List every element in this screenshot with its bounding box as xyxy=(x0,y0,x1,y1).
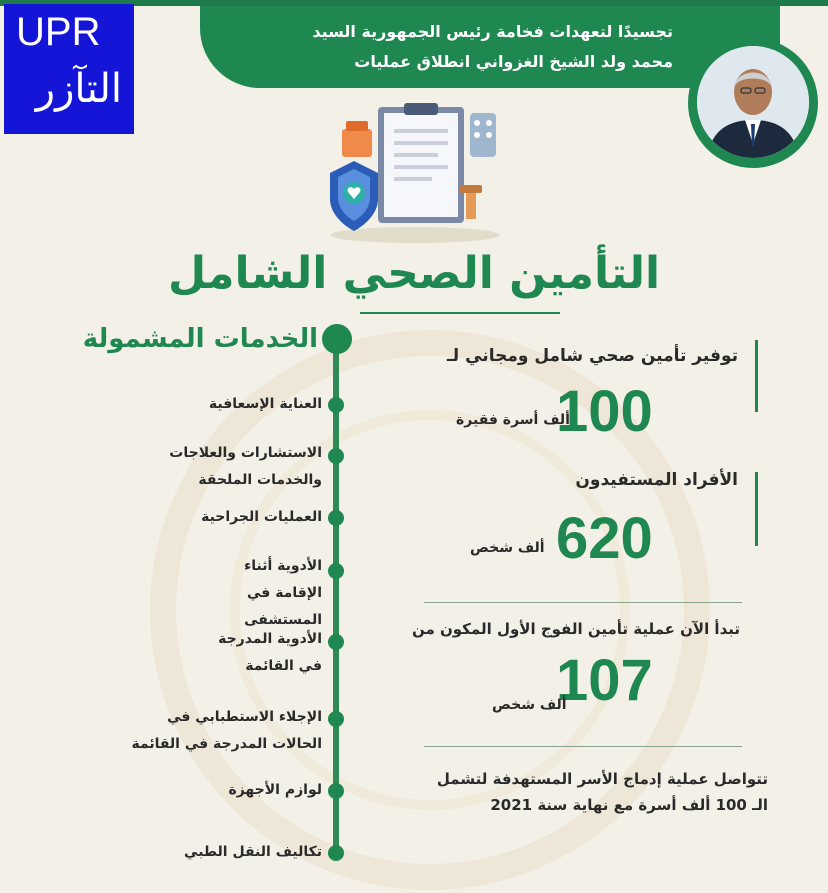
stat-1-unit: ألف أسرة فقيرة xyxy=(456,412,570,428)
service-item-listed-medicine: الأدوية المدرجة في القائمة xyxy=(218,631,322,674)
timeline-dot xyxy=(328,711,344,727)
footer-note-line-2: الـ 100 ألف أسرة مع نهاية سنة 2021 xyxy=(490,796,768,814)
page-title: التأمين الصحي الشامل xyxy=(167,248,661,299)
service-item-inpatient-medicine: الأدوية أثناء الإقامة في المستشفى xyxy=(244,558,322,628)
services-timeline xyxy=(333,338,339,858)
stat-2-label: الأفراد المستفيدون xyxy=(575,470,738,490)
medical-document-icon xyxy=(320,95,510,245)
portrait-photo xyxy=(697,46,809,158)
stat-1-label: توفير تأمين صحي شامل ومجاني لـ xyxy=(447,346,738,366)
stat-3-unit: ألف شخص xyxy=(492,697,567,713)
timeline-head-dot xyxy=(322,324,352,354)
stat-3-value: 107 xyxy=(556,648,653,713)
stat-1-value: 100 xyxy=(556,379,653,444)
title-underline xyxy=(360,312,560,314)
timeline-dot xyxy=(328,845,344,861)
timeline-dot xyxy=(328,563,344,579)
timeline-dot xyxy=(328,448,344,464)
person-portrait-icon xyxy=(697,46,809,158)
badge-city: التآزر xyxy=(35,66,122,112)
service-item-device-supplies: لوازم الأجهزة xyxy=(228,782,322,798)
timeline-dot xyxy=(328,634,344,650)
timeline-dot xyxy=(328,510,344,526)
header-line-1: تجسيدًا لتعهدات فخامة رئيس الجمهورية السيد xyxy=(312,22,673,41)
stat-3-label: تبدأ الآن عملية تأمين الفوج الأول المكون من xyxy=(411,620,740,638)
service-item-surgery: العمليات الجراحية xyxy=(201,509,322,525)
stat-accent-bar xyxy=(755,340,758,412)
stat-2-value: 620 xyxy=(556,506,653,571)
header-line-2: محمد ولد الشيخ الغزواني انطلاق عمليات xyxy=(354,52,673,71)
footer-note-line-1: تتواصل عملية إدماج الأسر المستهدفة لتشمل xyxy=(436,770,768,788)
service-item-medical-transport: تكاليف النقل الطبي xyxy=(184,844,322,860)
upr-badge xyxy=(4,4,134,134)
timeline-dot xyxy=(328,397,344,413)
divider xyxy=(424,746,742,747)
stat-2-unit: ألف شخص xyxy=(470,540,545,556)
stat-accent-bar xyxy=(755,472,758,546)
badge-brand: UPR xyxy=(16,10,101,54)
health-insurance-illustration xyxy=(320,95,510,245)
service-item-emergency: العناية الإسعافية xyxy=(208,396,322,412)
timeline-dot xyxy=(328,783,344,799)
services-heading: الخدمات المشمولة xyxy=(82,324,318,354)
divider xyxy=(424,602,742,603)
service-item-consultations: الاستشارات والعلاجات والخدمات الملحقة xyxy=(169,445,322,488)
service-item-medical-evacuation: الإجلاء الاستطبابي في الحالات المدرجة في القائمة xyxy=(131,709,322,752)
